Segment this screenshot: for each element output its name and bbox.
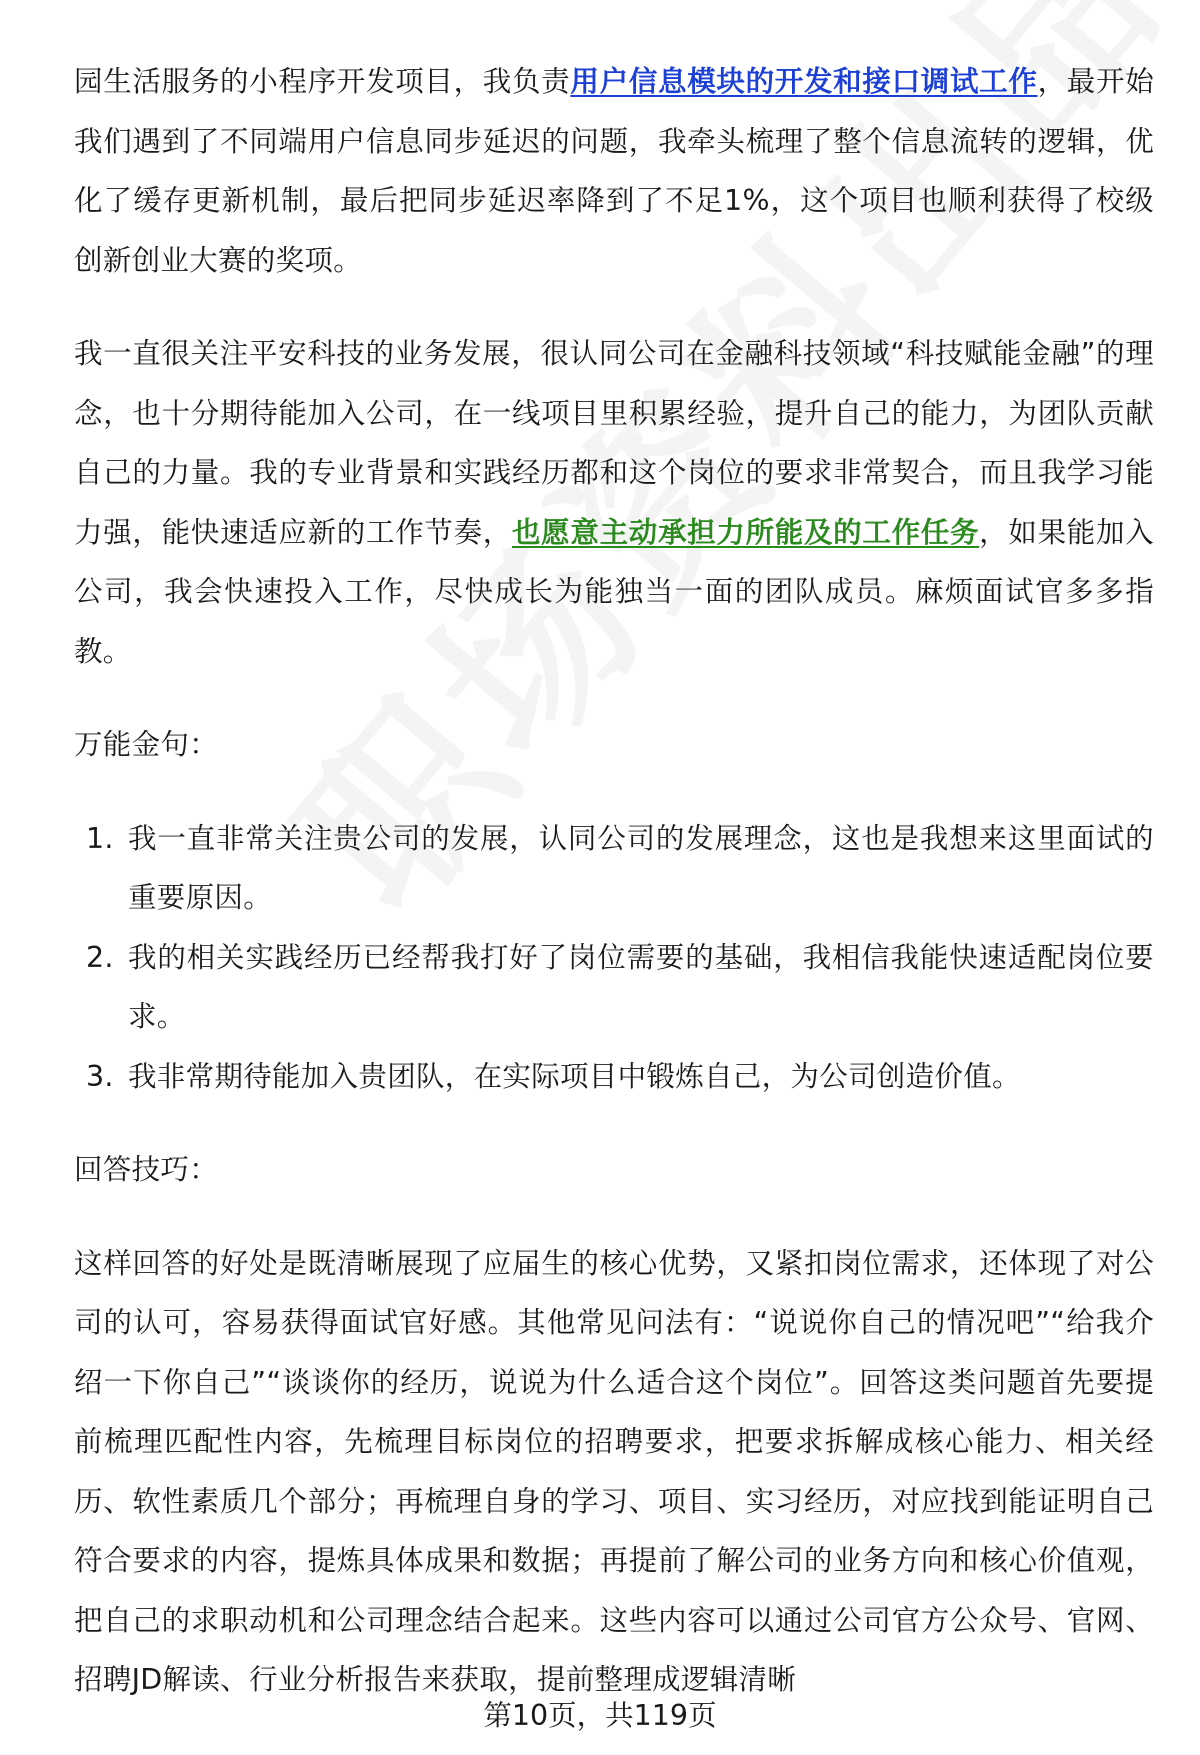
paragraph-project xyxy=(74,52,1154,290)
paragraph-motivation-text-start: 我一直很关注平安科技的业务发展，很认同公司在金融科技领域“科技赋能金融”的理念，也十分期待能加入公司，在一线项目里积累经验，提升自己的能力，为团队贡献自己的力量。我的专业背景和实践经历都和这个岗位的要求非常契合，而且我学习能力强，能快速适应新的工作节奏， xyxy=(74,337,1154,549)
list-item-number: 2. xyxy=(86,940,114,974)
highlight-user-info-module: 用户信息模块的开发和接口调试工作 xyxy=(570,65,1038,98)
list-item-text: 我非常期待能加入贵团队，在实际项目中锻炼自己，为公司创造价值。 xyxy=(128,1059,1021,1093)
list-item xyxy=(74,1047,1154,1107)
list-item-text: 我一直非常关注贵公司的发展，认同公司的发展理念，这也是我想来这里面试的重要原因。 xyxy=(128,821,1154,914)
page-footer: 第10页，共119页 xyxy=(483,1699,717,1732)
document-page xyxy=(74,52,1154,1710)
list-item-number: 1. xyxy=(86,821,114,855)
paragraph-motivation-text-end: ，如果能加入公司，我会快速投入工作，尽快成长为能独当一面的团队成员。麻烦面试官多多指教。 xyxy=(74,515,1154,668)
heading-universal-phrases: 万能金句： xyxy=(74,728,219,761)
highlight-willing-to-take-tasks: 也愿意主动承担力所能及的工作任务 xyxy=(511,515,980,549)
paragraph-project-text-end: ，最开始我们遇到了不同端用户信息同步延迟的问题，我牵头梳理了整个信息流转的逻辑，优化了缓存更新机制，最后把同步延迟率降到了不足1%，这个项目也顺利获得了校级创新创业大赛的奖项。 xyxy=(74,65,1154,277)
list-item xyxy=(74,809,1154,928)
paragraph-motivation xyxy=(74,324,1154,681)
phrases-list xyxy=(74,809,1154,1107)
list-item xyxy=(74,928,1154,1047)
list-item-number: 3. xyxy=(86,1059,114,1093)
paragraph-project-text-start: 园生活服务的小程序开发项目，我负责 xyxy=(74,65,571,98)
heading-answer-tips: 回答技巧： xyxy=(74,1153,219,1186)
paragraph-tips: 这样回答的好处是既清晰展现了应届生的核心优势，又紧扣岗位需求，还体现了对公司的认可，容易获得面试官好感。其他常见问法有：“说说你自己的情况吧”“给我介绍一下你自己”“谈谈你的经历，说说为什么适合这个岗位”。回答这类问题首先要提前梳理匹配性内容，先梳理目标岗位的招聘要求，把要求拆解成核心能力、相关经历、软性素质几个部分；再梳理自身的学习、项目、实习经历，对应找到能证明自己符合要求的内容，提炼具体成果和数据；再提前了解公司的业务方向和核心价值观，把自己的求职动机和公司理念结合起来。这些内容可以通过公司官方公众号、官网、招聘JD解读、行业分析报告来获取，提前整理成逻辑清晰 xyxy=(74,1246,1154,1696)
list-item-text: 我的相关实践经历已经帮我打好了岗位需要的基础，我相信我能快速适配岗位要求。 xyxy=(128,940,1154,1033)
